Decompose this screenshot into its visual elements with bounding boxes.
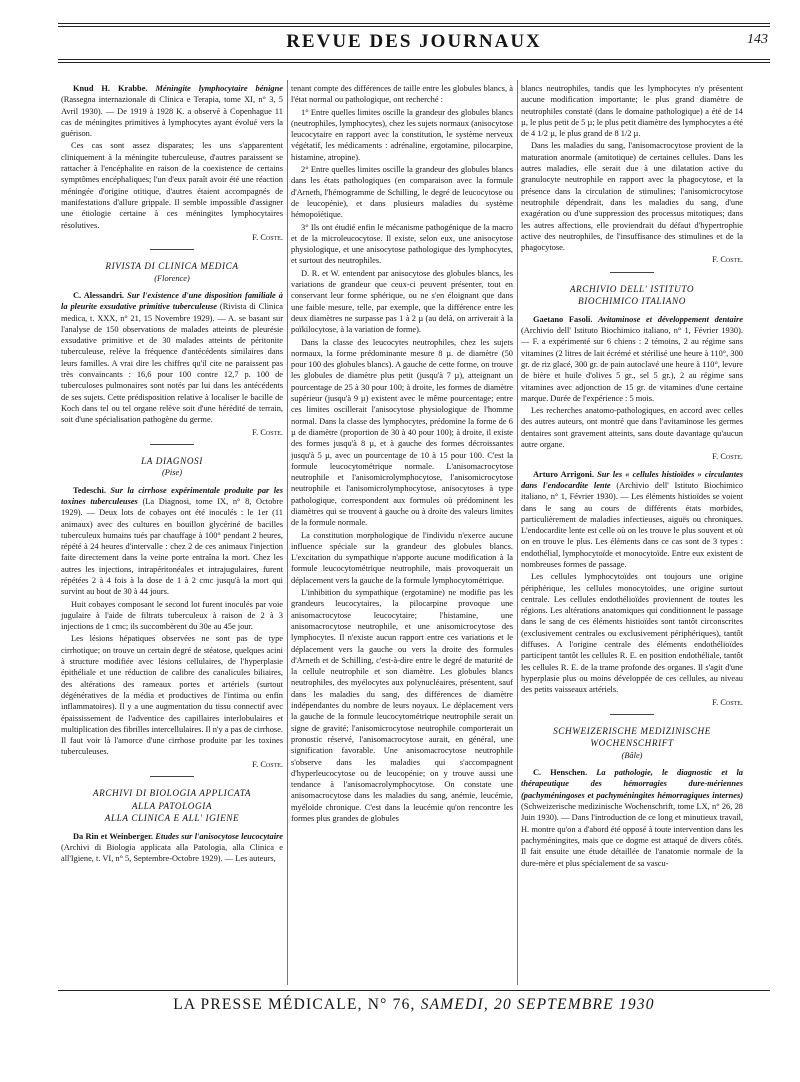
article-signature: F. Coste. [712,452,743,462]
article-paragraph [61,290,283,426]
article-paragraph [61,831,283,865]
journal-location: (Pise) [162,468,182,478]
article-title: Sur l'existence d'une disposition familiale à la pleurite exsudative primitive tuberculeuse [61,290,283,312]
article-paragraph [521,314,743,404]
footer-date: 20 SEPTEMBRE 1930 [494,996,655,1013]
section-divider [610,714,654,715]
column-left [61,83,283,988]
article-paragraph: Les cellules lymphocytoïdes ont toujours une origine périphérique, les cellules monocytoïdes, une origine surtout centrale. Les cellules endothélioïdes proviennent de toutes les régions. Les altérations anatomiques qui conditionnent le passage dans le sang de ces éléments histioïdes sont tantôt circonscrites (exclusivement centrales ou exclusivement périphériques), tantôt diffuses. A l'origine centrale des éléments endothélioïdes participent tantôt les cellules R. E. en position endothéliale, tantôt les cellules R. E. de la trame profonde des organes. Il s'agit d'une hyperplasie plus ou moins développée de ces cellules, au niveau des petits vaisseaux artériels. [521,572,743,695]
column-separator [287,80,288,985]
article-paragraph [61,485,283,598]
footer-journal: LA PRESSE MÉDICALE, N° 76, [173,996,416,1013]
article-author: Knud H. Krabbe. [73,84,148,93]
article-author: Tedeschi. [73,485,106,495]
article-title: Avitaminose et développement dentaire [598,314,743,324]
header-top-rule-inner [58,26,770,27]
article-paragraph [521,767,743,869]
article-paragraph: 1° Entre quelles limites oscille la grandeur des globules blancs (neutrophiles, lymphocytes), chez les sujets normaux (anisocytose leucocytaire en rapport avec la constitution, le système nerveux végétatif, les médicaments : adrénaline, ergotamine, pilocarpine, histamine, atropine). [291,107,513,162]
article-paragraph: blancs neutrophiles, tandis que les lymphocytes n'y présentent aucune modification importante; le plus grand diamètre de neutrophiles constaté (dans le domaine pathologique) a été de 14 µ, le plus petit de 5 µ; le plus petit diamètre des lymphocytes a été de 4 1/2 µ, le plus grand de 8 1/2 µ. [521,84,743,139]
article-paragraph [521,469,743,571]
journal-section-title: RIVISTA DI CLINICA MEDICA [105,261,239,272]
header-bottom-rule-inner [58,62,770,63]
column-right [521,83,743,988]
article-text: (Archivio dell' Istituto Biochimico italiano, n° 1, Février 1930). — F. a expérimenté sur 6 chiens : 2 témoins, 2 au régime sans vitamines (2 litres de lait écrémé et stérilisé une heure à 110°, 300 gr. de riz glacé, 300 gr. de pain autoclavé une heure à 110°, levure de bière et huile d'olives 5 gr., sel 5 gr.), 2 au régime sans vitamines avec adjonction de 15 gr. de vitamines d'une certaine marque. Durée de l'expérience : 5 mois. [521,326,743,403]
article-paragraph: Ces cas sont assez disparates; les uns s'apparentent cliniquement à la méningite tuberculeuse, d'autres paraissent se rattacher à l'encéphalite en raison de la coexistence de certains symptômes encéphaliques; l'un d'eux paraît avoir été une réaction méningée d'origine otitique, d'autres étaient accompagnés de manifestations d'allure grippale. Il semble impossible d'assigner une étiologie certaine à ces méningites lymphocytaires résolutives. [61,141,283,230]
article-author: Arturo Arrigoni. [533,469,594,479]
article-text: (Rivista di Clinica medica, t. XXX, n° 21, 15 Novembre 1929). — A. se basant sur l'analyse de 150 observations de malades atteints de pleurésie exsudative primitive et de 30 malades atteints de péritonite tuberculeuse, relève la fréquence d'antécédents similaires dans leurs familles. A vrai dire les chiffres qu'il cite ne paraissent pas très convaincants : 16,6 pour 100 contre 12,7 p. 100 de tuberculoses pulmonaires sont notés par lui dans les antécédents de ses sujets. Cette prédisposition relative à localiser le bacille de Koch dans tel ou tel organe relève soit d'une hérédité de terrain, soit d'une spécialisation pathogène du germe. [61,302,283,425]
footer-rule [58,990,770,991]
journal-section-title: WOCHENSCHRIFT [590,738,674,749]
article-author: Da Rin et Weinberger. [73,831,154,841]
article-signature: F. Coste. [252,759,283,769]
page-number: 143 [747,32,768,47]
article-signature: F. Coste. [252,427,283,437]
journal-section-title: ARCHIVIO DELL' ISTITUTO [569,283,695,294]
article-title: Méningite lymphocytaire bénigne [155,84,283,93]
article-paragraph: La constitution morphologique de l'individu n'exerce aucune influence spéciale sur la grandeur des globules blancs. L'excitation du sympathique n'apporte aucune modification à la formule leucocytométrique neutrophile, mais provoquerait un déplacement vers la gauche de la formule lymphocytométrique. [291,530,513,585]
journal-section-title: LA DIAGNOSI [141,455,203,466]
article-paragraph [61,83,283,139]
article-author: C. Alessandri. [73,290,125,300]
article-paragraph: D. R. et W. entendent par anisocytose des globules blancs, les variations de grandeur que ceux-ci peuvent présenter, tout en conservant leur forme sphérique, ou ne s'en éloignant que dans une faible mesure, telle, par exemple, que la différence entre les deux diamètres ne surpasse pas 1 à 2 µ (au delà, on arriverait à la poïkilocytose, à la variation de forme). [291,268,513,335]
article-paragraph: L'inhibition du sympathique (ergotamine) ne modifie pas les grandeurs leucocytaires, la pilocarpine provoque une anisomacrocytose leucocytaire; l'histamine, une anisomacrocytose neutrophile, et une anisomicrocytose des lymphocytes. Il n'existe aucun rapport entre ces variations et le déplacement vers la gauche ou vers la droite des formules d'Arneth et de Schilling, c'est-à-dire entre le degré de maturité de la cellule neutrophile et son diamètre. Les globules blancs neutrophiles, des myélocytes aux polynucléaires, présentent, sauf dans les maladies du sang, des différences de diamètre indépendantes du nombre de leurs noyaux. Le déplacement vers la gauche de la formule leucocytométrique neutrophile serait un signe de gravité; l'anisomicrocytose neutrophile comporterait un pronostic réservé, l'anisomacrocytose aurait, en général, une signification favorable. Une anisomacrocytose neutrophile s'observe dans les maladies qui s'accompagnent d'hyperleucocytose ou de leucopénie; on y trouve aussi une tendance à l'anisomacrolymphocytose. On constate une anisomacrocytose dans les maladies du sang, anémie, leucémie, myéloïde chronique. C'est dans la leucémie qu'on rencontre les formes plus grandes de globules [291,588,513,823]
article-text: (Rassegna internazionale di Clinica e Terapia, tome XI, n° 3, 5 Avril 1930). — De 1919 à 1928 K. a observé à Copenhague 11 cas de méningites primitives à lymphocytes ayant évolué vers la guérison. [61,95,283,139]
section-divider [150,776,194,777]
article-signature: F. Coste. [712,697,743,707]
header-top-rule [58,23,770,24]
column-separator [517,80,518,985]
running-header-title: REVUE DES JOURNAUX [286,31,542,52]
journal-section-title: ALLA CLINICA E ALL' IGIENE [104,813,240,824]
section-divider [150,444,194,445]
article-paragraph: Les lésions hépatiques observées ne sont pas de type cirrhotique; on trouve un certain degré de stéatose, quelques acini à structure modifiée avec lésions cellulaires, de l'hyperplasie épithéliale et une réduction de calibre des canalicules biliaires, des altérations des rameaux portes et artériels (surtout dégénératives de la média et productives de l'intima ou enfin inflammatoires). Il y a une augmentation du tissu connectif avec épaississement de l'adventice des capillaires interlobulaires et multiplication des fibrilles intercellulaires. Il n'y a pas de cirrhose. Il faut voir là l'amorce d'une cirrhose produite par les toxines tuberculeuses. [61,634,283,757]
article-paragraph: 3° Ils ont étudié enfin le mécanisme pathogénique de la macro et de la microleucocytose. Il existe, selon eux, une anisocytose physiologique, et une anisocytose pathologique des lymphocytes, et surtout des neutrophiles. [291,222,513,266]
article-paragraph: tenant compte des différences de taille entre les globules blancs, à l'état normal ou pathologique, ont recherché : [291,84,513,105]
journal-location: (Bâle) [621,750,643,760]
journal-section-title: ARCHIVI DI BIOLOGIA APPLICATA [92,788,252,799]
article-paragraph: Dans la classe des leucocytes neutrophiles, chez les sujets normaux, la forme prédominante mesure 8 µ. de diamètre (50 pour 100 des globules blancs). A gauche de cette forme, on trouve les globules de diamètre plus petit (jusqu'à 7 µ), atteignant un pourcentage de 25 à 30 pour 100; à droite, les formes de diamètre supérieur (jusqu'à 9 µ) existent avec le même pourcentage; entre ces limites oscillerait l'anisocytose physiologique de l'homme normal. Dans la classe des lymphocytes, prédomine la forme de 6 µ de diamètre (proportion de 30 à 40 pour 100); à droite, il existe des formes jusqu'à 8 µ, et à gauche des formes décroissantes jusqu'à 5 µ, avec un pourcentage de 10 à 15 pour 100. C'est la formule leucocytométrique normale. L'anisomacrocytose neutrophile et l'anisomicrolymphocytose, l'anisomicrocytose neutrophile et l'anisomicrolymphocytose, anisocytoses à type pathologique, correspondent aux formules où prédominent les diamètres qui se trouvent à gauche ou à droite des valeurs limites de la formule normale. [291,337,513,528]
footer-day: SAMEDI, [420,996,489,1013]
page-footer [58,996,770,1014]
column-middle [291,83,513,988]
journal-section-title: SCHWEIZERISCHE MEDIZINISCHE [553,725,711,736]
article-paragraph: Huit cobayes composant le second lot furent inoculés par voie jugulaire à l'aide de filtrats tuberculeux à raison de 2 à 3 injections de 1 cmc; ils succombèrent du 30e au 45e jour. [61,599,283,632]
article-author: C. Henschen. [533,768,588,778]
header-bottom-rule [58,59,770,60]
article-text: (Schweizerische medizinische Wochenschrift, tome LX, n° 26, 28 Juin 1930). — Dans l'introduction de ce long et minutieux travail, H. montre qu'on a d'abord été opposé à toute intervention dans les pachyméningites, mais que ce dogme est attaqué de divers côtés. Il fait ensuite une étude détaillée de l'anatomie normale de la dure-mère et plus spécialement de sa vascu- [521,802,743,868]
journal-location: (Florence) [154,273,190,283]
article-text: (La Diagnosi, tome IX, n° 8, Octobre 1929). — Deux lots de cobayes ont été inoculés : le 1er (11 animaux) avec des cultures en bouillon glycériné de bacilles tuberculeux humains tués par chauffage à 100° pendant 2 heures, répété à 24 heures d'intervalle : chez 2 de ces animaux l'injection faite directement dans la veine porte entraîna la mort. Chez les autres les injections, intrapéritonéales et intrajugulaires, furent répétées 2 à 4 fois à la dose de 1 à 2 cmc jusqu'à la mort qui survint au bout de 30 à 44 jours. [61,496,283,597]
article-title: Sur les « cellules histioïdes » circulantes dans l'endocardite lente [521,469,743,490]
article-text: (Archivi di Biologia applicata alla Patologia, alla Clinica e all'Igiene, t. VI, n° 5, Septembre-Octobre 1929). — Les auteurs, [61,842,283,864]
article-author: Gaetano Fasoli. [533,314,593,324]
journal-section-title: ALLA PATOLOGIA [131,800,213,811]
section-divider [150,249,194,250]
article-title: Etudes sur l'anisocytose leucocytaire [155,831,283,841]
article-title: La pathologie, le diagnostic et la thérapeutique des hémorragies dure-mériennes (pachyméningoses et pachyméningites hémorragiques internes) [521,768,743,800]
article-paragraph: Les recherches anatomo-pathologiques, en accord avec celles des autres auteurs, ont montré que dans l'avitaminose les germes dentaires sont gravement atteints, sans doute davantage qu'aucun autre organe. [521,406,743,450]
section-divider [610,272,654,273]
journal-section-title: BIOCHIMICO ITALIANO [578,296,686,307]
article-signature: F. Coste. [712,255,743,265]
article-text: (Archivio dell' Istituto Biochimico italiano, n° 1, Février 1930). — Les éléments histioïdes se voient dans le sang au cours de différents états morbides, particulièrement de maladies infectieuses, aiguës ou chroniques. L'endocardite lente est celle où on les trouve le plus souvent et où on en trouve le plus. Les éléments dans ce cas sont de 3 types : endothélial, lymphocytoïde et monocytoïde. Entre eux existent de nombreuses formes de passage. [521,480,743,569]
article-paragraph: Dans les maladies du sang, l'anisomacrocytose provient de la maturation anormale (amitotique) de certaines cellules. Dans les autres maladies, elle serait due à une dilatation active du granulocyte neutrophile en rapport avec la phagocytose, et la présence dans la circulation de stimulines; l'anisomicrocytose neutrophile dépendrait, dans les maladies du sang, d'une exagération ou d'une suppression des processus mitotiques; dans les autres affections, elle proviendrait du défaut d'hypertrophie active des neutrophiles, de l'insuffisance des stimulines et de la phagocytose. [521,141,743,253]
article-paragraph: 2° Entre quelles limites oscille la grandeur des globules blancs dans les états pathologiques (en comparaison avec la formule d'Arneth, l'hémogramme de Schilling, le degré de leucocytose ou de leucopénie), et dans plusieurs maladies du système hémopoïétique. [291,165,513,220]
article-title: Sur la cirrhose expérimentale produite par les toxines tuberculeuses [61,485,283,506]
article-signature: F. Coste. [252,232,283,242]
